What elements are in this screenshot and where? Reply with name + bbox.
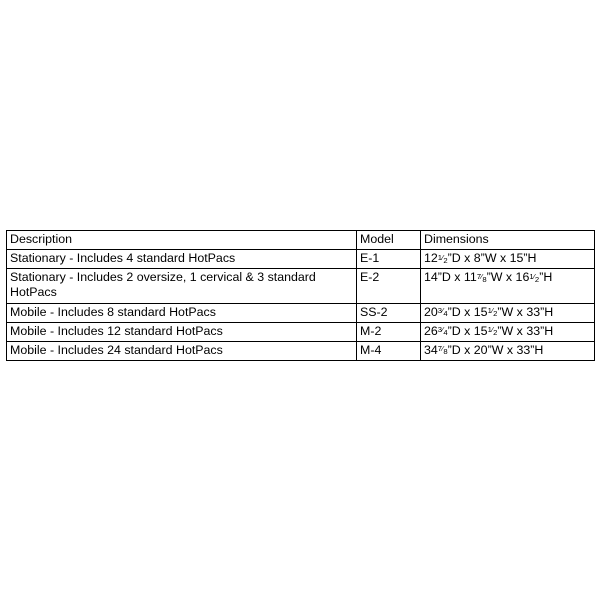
cell-description: Mobile - Includes 8 standard HotPacs [7,303,357,322]
specification-table [6,230,595,361]
spec-table-container [6,230,594,361]
cell-description: Stationary - Includes 4 standard HotPacs [7,250,357,269]
table-row [7,250,595,269]
cell-model: M-2 [357,322,421,341]
cell-model: M-4 [357,341,421,360]
table-header-row [7,231,595,250]
cell-dimensions: 347⁄8”D x 20”W x 33”H [421,341,595,360]
cell-description: Stationary - Includes 2 oversize, 1 cervical & 3 standard HotPacs [7,269,357,303]
fraction: 1⁄2 [529,271,540,284]
cell-model: SS-2 [357,303,421,322]
cell-dimensions: 263⁄4”D x 151⁄2”W x 33”H [421,322,595,341]
cell-model: E-1 [357,250,421,269]
column-header-dimensions: Dimensions [421,231,595,250]
cell-description: Mobile - Includes 12 standard HotPacs [7,322,357,341]
fraction: 7⁄8 [437,344,448,357]
table-row [7,341,595,360]
cell-description: Mobile - Includes 24 standard HotPacs [7,341,357,360]
table-row [7,269,595,303]
cell-dimensions: 14”D x 117⁄8”W x 161⁄2”H [421,269,595,303]
fraction: 3⁄4 [437,325,448,338]
column-header-model: Model [357,231,421,250]
fraction: 1⁄2 [437,252,448,265]
table-row [7,303,595,322]
table-header [7,231,595,250]
fraction: 7⁄8 [476,271,487,284]
fraction: 1⁄2 [487,325,498,338]
cell-dimensions: 121⁄2”D x 8”W x 15”H [421,250,595,269]
fraction: 1⁄2 [487,306,498,319]
column-header-description: Description [7,231,357,250]
table-row [7,322,595,341]
fraction: 3⁄4 [437,306,448,319]
table-body [7,250,595,361]
cell-dimensions: 203⁄4”D x 151⁄2”W x 33”H [421,303,595,322]
cell-model: E-2 [357,269,421,303]
